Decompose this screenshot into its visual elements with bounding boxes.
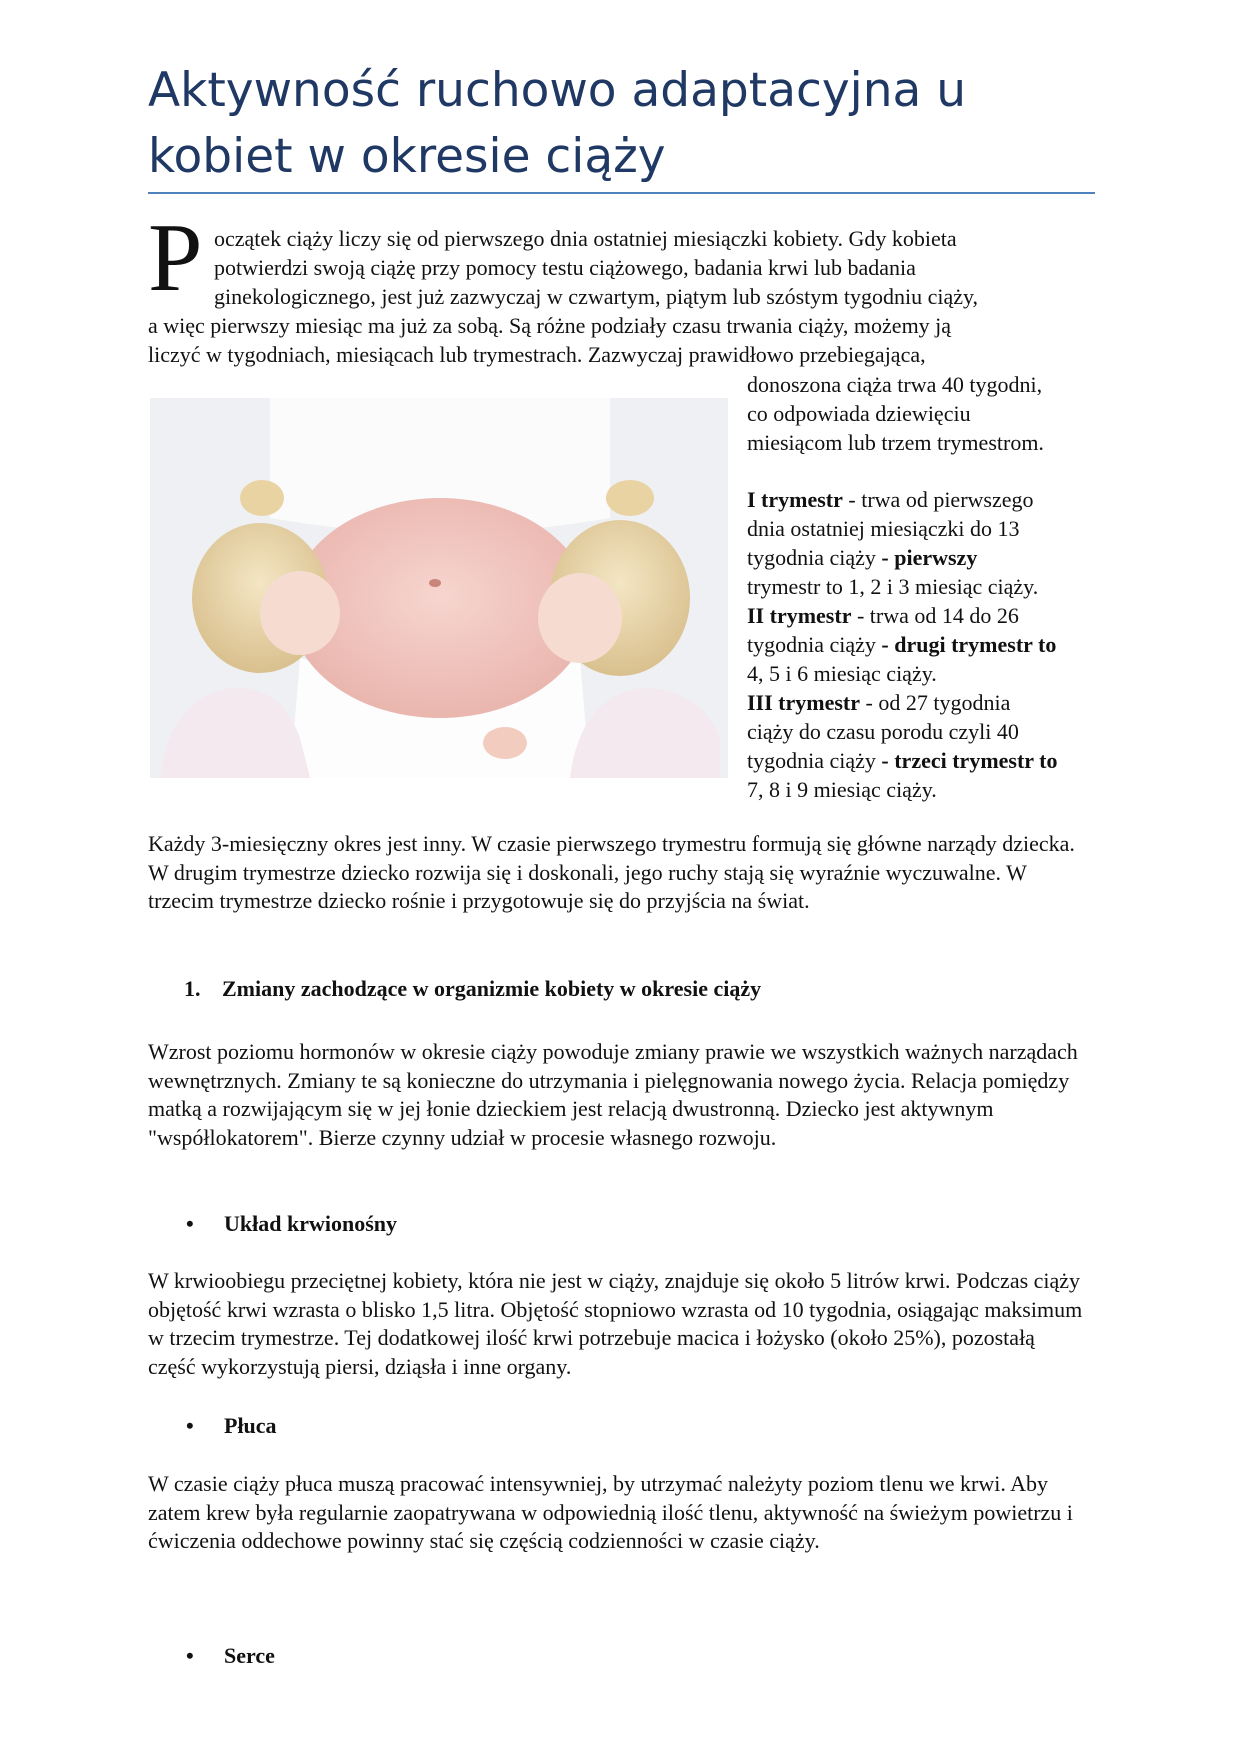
side-text-line (747, 544, 977, 573)
side-text-line: donoszona ciąża trwa 40 tygodni, (747, 372, 1043, 397)
section-heading-text: Zmiany zachodzące w organizmie kobiety w okresie ciąży (222, 976, 762, 1001)
side-text: tygodnia ciąży (747, 545, 876, 570)
intro-line: a więc pierwszy miesiąc ma już za sobą. Są różne podziały czasu trwania ciąży, możemy ją (148, 313, 952, 338)
drop-cap: P (148, 204, 203, 312)
bullet-icon: • (186, 1211, 194, 1236)
pregnancy-photo (150, 398, 728, 778)
side-text: tygodnia ciąży (747, 748, 876, 773)
side-text-line: 4, 5 i 6 miesiąc ciąży. (747, 661, 937, 686)
side-text-line: 7, 8 i 9 miesiąc ciąży. (747, 777, 937, 802)
trimester-3 (747, 689, 1010, 718)
trimester-1-label: I trymestr (747, 487, 843, 512)
side-text-line: co odpowiada dziewięciu (747, 401, 971, 426)
side-text-bold: - drugi trymestr to (875, 632, 1057, 657)
trimester-1 (747, 486, 1034, 515)
section-heading-1 (184, 976, 761, 1002)
bullet-heading-text: Serce (224, 1643, 275, 1668)
bullet-icon: • (186, 1643, 194, 1668)
side-text-line: ciąży do czasu porodu czyli 40 (747, 719, 1019, 744)
bullet-icon: • (186, 1413, 194, 1438)
bullet-heading-heart (186, 1643, 275, 1669)
side-text-line (747, 747, 1058, 776)
paragraph-hormones: Wzrost poziomu hormonów w okresie ciąży powoduje zmiany prawie we wszystkich ważnych narządach wewnętrznych. Zmiany te są konieczne do utrzymania i pielęgnowania nowego życia. Relacja pomiędzy matką a rozwijającym się w jej łonie dzieckiem jest relacją dwustronną. Dziecko jest aktywnym "współlokatorem". Bierze czynny udział w procesie własnego rozwoju. (148, 1039, 1078, 1150)
side-text-bold: - trzeci trymestr to (875, 748, 1058, 773)
page-title: Aktywność ruchowo adaptacyjna u kobiet w okresie ciąży (148, 63, 967, 184)
bullet-heading-lungs (186, 1413, 277, 1439)
trimester-3-label: III trymestr (747, 690, 861, 715)
bullet-heading-circulatory (186, 1211, 397, 1237)
intro-line: liczyć w tygodniach, miesiącach lub trymestrach. Zazwyczaj prawidłowo przebiegająca, (148, 342, 926, 367)
intro-line: potwierdzi swoją ciążę przy pomocy testu ciążowego, badania krwi lub badania (214, 255, 916, 280)
title-divider (148, 192, 1095, 194)
side-text: tygodnia ciąży (747, 632, 876, 657)
side-text-bold: - pierwszy (875, 545, 978, 570)
bullet-heading-text: Układ krwionośny (224, 1211, 398, 1236)
trimester-1-text: - trwa od pierwszego (842, 487, 1034, 512)
paragraph-lungs: W czasie ciąży płuca muszą pracować intensywniej, by utrzymać należyty poziom tlenu we krwi. Aby zatem krew była regularnie zaopatrywana w odpowiednią ilość tlenu, aktywność na świeżym powietrzu i ćwiczenia oddechowe powinny stać się częścią codzienności w czasie ciąży. (148, 1471, 1073, 1553)
side-text-line: dnia ostatniej miesiączki do 13 (747, 516, 1020, 541)
paragraph-circulatory: W krwioobiegu przeciętnej kobiety, która nie jest w ciąży, znajduje się około 5 litrów krwi. Podczas ciąży objętość krwi wzrasta o blisko 1,5 litra. Objętość stopniowo wzrasta od 10 tygodnia, osiągając maksimum w trzecim trymestrze. Tej dodatkowej ilość krwi potrzebuje macica i łożysko (około 25%), pozostałą część wykorzystują piersi, dziąsła i inne organy. (148, 1268, 1083, 1379)
trimester-2-label: II trymestr (747, 603, 852, 628)
side-text-line (747, 631, 1056, 660)
side-text-line: miesiącom lub trzem trymestrom. (747, 430, 1044, 455)
section-number: 1. (184, 976, 201, 1001)
paragraph-trimesters: Każdy 3-miesięczny okres jest inny. W czasie pierwszego trymestru formują się główne narządy dziecka. W drugim trymestrze dziecko rozwija się i doskonali, jego ruchy stają się wyraźnie wyczuwalne. W trzecim trymestrze dziecko rośnie i przygotowuje się do przyjścia na świat. (148, 831, 1075, 913)
intro-line: oczątek ciąży liczy się od pierwszego dnia ostatniej miesiączki kobiety. Gdy kobieta (214, 226, 957, 251)
bullet-heading-text: Płuca (224, 1413, 277, 1438)
trimester-2-text: - trwa od 14 do 26 (851, 603, 1019, 628)
intro-line: ginekologicznego, jest już zazwyczaj w czwartym, piątym lub szóstym tygodniu ciąży, (214, 284, 979, 309)
side-text-line: trymestr to 1, 2 i 3 miesiąc ciąży. (747, 574, 1039, 599)
trimester-3-text: - od 27 tygodnia (860, 690, 1011, 715)
trimester-2 (747, 602, 1019, 631)
